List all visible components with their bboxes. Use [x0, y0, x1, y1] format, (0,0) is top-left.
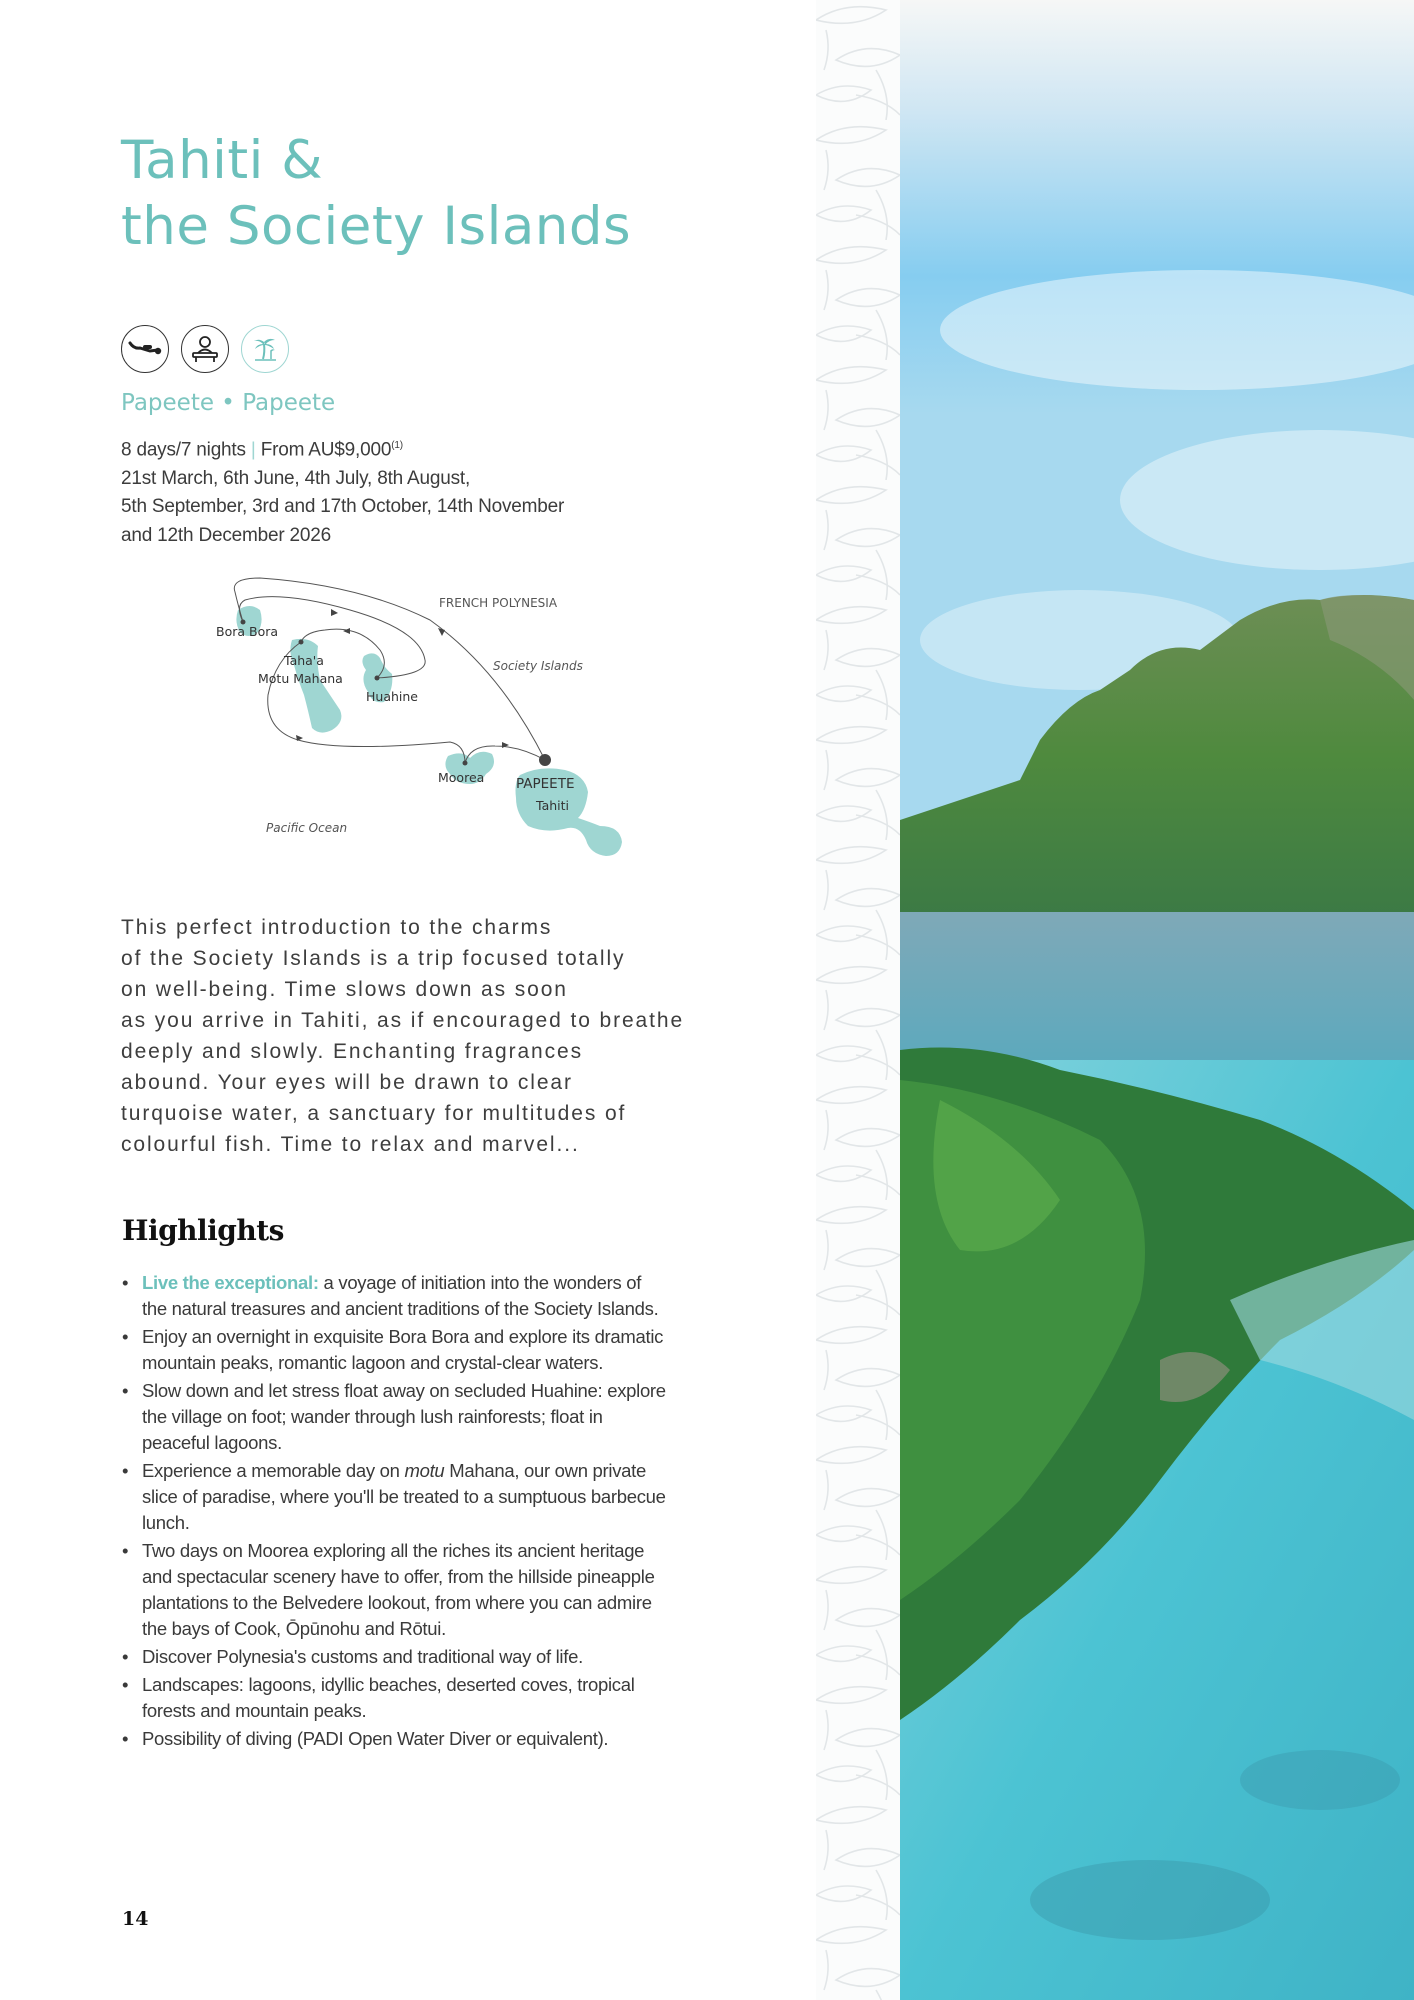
map-label-bora-bora: Bora Bora: [216, 624, 279, 639]
highlight-text: Landscapes: lagoons, idyllic beaches, deserted coves, tropical: [142, 1674, 635, 1695]
map-label-ocean: Pacific Ocean: [266, 821, 348, 835]
highlight-line: [142, 1378, 722, 1404]
highlight-text: the village on foot; wander through lush rainforests; float in: [142, 1406, 603, 1427]
bullet-icon: •: [122, 1272, 129, 1293]
title-line-1: Tahiti &: [121, 130, 324, 191]
highlight-item: [122, 1458, 722, 1536]
highlight-line: [142, 1430, 722, 1456]
intro-line: abound. Your eyes will be drawn to clear: [121, 1071, 573, 1094]
highlight-line: [142, 1296, 722, 1322]
bullet-icon: •: [122, 1540, 129, 1561]
highlight-item: [122, 1538, 722, 1642]
highlight-text: lunch.: [142, 1512, 190, 1533]
map-label-archipelago: Society Islands: [493, 659, 583, 673]
bullet-icon: •: [122, 1380, 129, 1401]
intro-line: This perfect introduction to the charms: [121, 916, 553, 939]
bullet-icon: •: [122, 1460, 129, 1481]
highlight-line: [142, 1726, 722, 1752]
map-label-tahiti: Tahiti: [536, 798, 569, 813]
highlight-line: [142, 1672, 722, 1698]
price: From AU$9,000: [260, 439, 392, 461]
highlight-item: [122, 1672, 722, 1724]
map-label-moorea: Moorea: [438, 770, 485, 785]
map-label-region: FRENCH POLYNESIA: [439, 596, 558, 610]
highlight-text: the bays of Cook, Ōpūnohu and Rōtui.: [142, 1618, 446, 1639]
separator: |: [250, 439, 256, 461]
intro-line: turquoise water, a sanctuary for multitudes of: [121, 1102, 627, 1125]
highlight-line: [142, 1350, 722, 1376]
highlight-text: motu: [404, 1460, 445, 1481]
highlight-item: [122, 1270, 722, 1322]
itinerary-map: [180, 570, 640, 870]
highlight-line: [142, 1698, 722, 1724]
highlight-line: [142, 1510, 722, 1536]
highlight-line: [142, 1590, 722, 1616]
highlight-line: [142, 1616, 722, 1642]
highlight-text: Mahana, our own private: [444, 1460, 646, 1481]
highlight-item: [122, 1324, 722, 1376]
trip-info: [121, 432, 564, 550]
spa-wellbeing-icon: [181, 325, 229, 373]
highlight-item: [122, 1378, 722, 1456]
map-label-tahaa: Taha'a: [284, 653, 324, 668]
price-footnote: (1): [391, 440, 403, 451]
map-label-papeete: PAPEETE: [516, 776, 575, 792]
highlight-text: peaceful lagoons.: [142, 1432, 282, 1453]
bullet-icon: •: [122, 1326, 129, 1347]
highlight-text: the natural treasures and ancient traditions of the Society Islands.: [142, 1298, 659, 1319]
leaf-pattern-strip: [816, 0, 900, 2000]
page-title: [121, 128, 631, 260]
highlight-text: Two days on Moorea exploring all the riches its ancient heritage: [142, 1540, 645, 1561]
highlight-line: [142, 1484, 722, 1510]
highlight-text: forests and mountain peaks.: [142, 1700, 367, 1721]
highlight-line: [142, 1564, 722, 1590]
route-heading: Papeete • Papeete: [121, 390, 336, 416]
bullet-icon: •: [122, 1728, 129, 1749]
highlight-item: [122, 1644, 722, 1670]
intro-paragraph: [121, 912, 684, 1160]
duration: 8 days/7 nights: [121, 439, 246, 461]
intro-line: of the Society Islands is a trip focused totally: [121, 947, 626, 970]
highlight-line: [142, 1458, 722, 1484]
highlights-heading: Highlights: [122, 1214, 284, 1247]
palm-island-icon: [241, 325, 289, 373]
dates-line: 21st March, 6th June, 4th July, 8th August,: [121, 467, 471, 489]
highlight-text: a voyage of initiation into the wonders of: [318, 1272, 642, 1293]
bullet-icon: •: [122, 1646, 129, 1667]
highlight-text: mountain peaks, romantic lagoon and crystal-clear waters.: [142, 1352, 604, 1373]
dates-line: and 12th December 2026: [121, 524, 332, 546]
intro-line: on well-being. Time slows down as soon: [121, 978, 568, 1001]
highlight-line: [142, 1324, 722, 1350]
highlight-text: plantations to the Belvedere lookout, from where you can admire: [142, 1592, 652, 1613]
bora-bora-lagoon-photo: [900, 0, 1414, 2000]
intro-line: colourful fish. Time to relax and marvel...: [121, 1133, 580, 1156]
highlight-line: [142, 1644, 722, 1670]
diving-icon: [121, 325, 169, 373]
highlight-line: [142, 1270, 722, 1296]
map-label-motu-mahana: Motu Mahana: [258, 671, 343, 686]
map-label-huahine: Huahine: [366, 689, 418, 704]
highlight-lead: Live the exceptional:: [142, 1272, 319, 1293]
highlight-line: [142, 1404, 722, 1430]
highlight-text: and spectacular scenery have to offer, from the hillside pineapple: [142, 1566, 655, 1587]
highlight-item: [122, 1726, 722, 1752]
highlight-line: [142, 1538, 722, 1564]
title-line-2: the Society Islands: [121, 196, 632, 257]
highlight-text: Possibility of diving (PADI Open Water Diver or equivalent).: [142, 1728, 609, 1749]
bullet-icon: •: [122, 1674, 129, 1695]
highlight-text: Experience a memorable day on: [142, 1460, 405, 1481]
page-number: 14: [122, 1908, 149, 1930]
highlight-text: Discover Polynesia's customs and traditional way of life.: [142, 1646, 583, 1667]
highlight-text: Enjoy an overnight in exquisite Bora Bora and explore its dramatic: [142, 1326, 664, 1347]
highlight-text: Slow down and let stress float away on secluded Huahine: explore: [142, 1380, 666, 1401]
intro-line: deeply and slowly. Enchanting fragrances: [121, 1040, 584, 1063]
dates-line: 5th September, 3rd and 17th October, 14th November: [121, 496, 565, 518]
highlight-text: slice of paradise, where you'll be treated to a sumptuous barbecue: [142, 1486, 666, 1507]
islands: [236, 606, 622, 856]
intro-line: as you arrive in Tahiti, as if encouraged to breathe: [121, 1009, 685, 1032]
highlights-list: [122, 1270, 722, 1754]
